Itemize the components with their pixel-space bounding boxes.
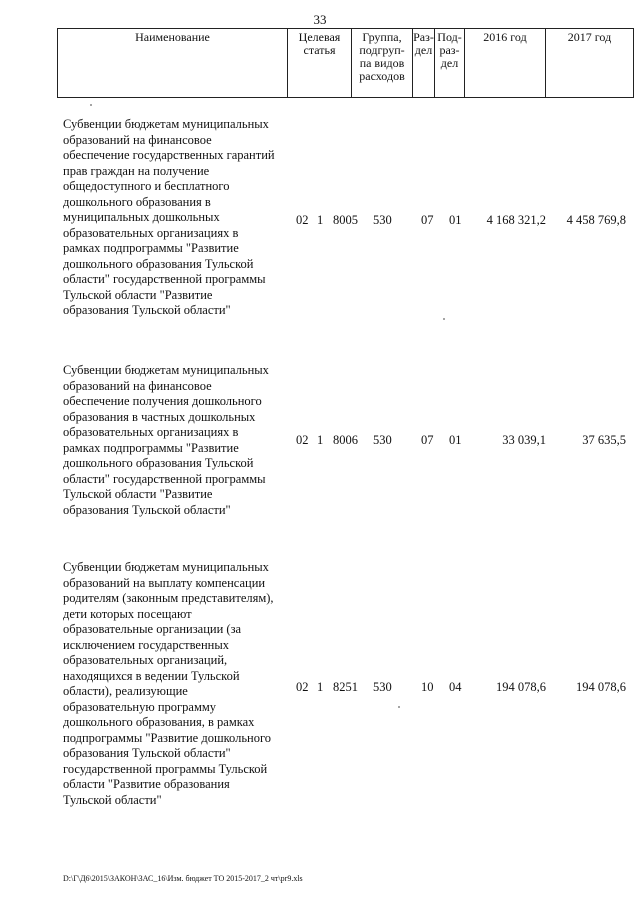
row-1-group: 530 — [373, 213, 392, 227]
row-1-direction: 8005 — [333, 213, 358, 227]
row-2-razdel: 07 — [421, 433, 434, 447]
row-2-group: 530 — [373, 433, 392, 447]
row-1-subprogram: 1 — [317, 213, 324, 227]
row-3-2017-value: 194 078,6 — [576, 680, 626, 694]
row-3-program: 02 — [296, 680, 309, 694]
row-3-group: 530 — [373, 680, 392, 694]
header-name: Наименование — [58, 29, 288, 98]
row-1-podrazdel: 01 — [449, 213, 462, 227]
scan-speck — [398, 706, 400, 708]
row-3-razdel: 10 — [421, 680, 434, 694]
header-2016: 2016 год — [465, 29, 546, 98]
row-2-direction: 8006 — [333, 433, 358, 447]
row-2-2016-value: 33 039,1 — [502, 433, 546, 447]
header-razdel: Раз- дел — [413, 29, 435, 98]
page-number: 33 — [313, 12, 327, 27]
row-2-name: Субвенции бюджетам муниципальных образований на финансовое обеспечение получения дошкольного образования в частных дошкольных образовательных организациях в рамках подпрограммы "Развитие дошкольного образования Тульской области" государственной программы Тульской области "Развитие образования Тульской области" — [63, 363, 269, 517]
row-2-podrazdel: 01 — [449, 433, 462, 447]
header-2017: 2017 год — [546, 29, 634, 98]
row-1-razdel: 07 — [421, 213, 434, 227]
row-3-podrazdel: 04 — [449, 680, 462, 694]
row-3-name: Субвенции бюджетам муниципальных образований на выплату компенсации родителям (законным представителям), дети которых посещают образовательные организации (за исключением государственных образовательных организаций, находящихся в ведении Тульской области), реализующие образовательную программу дошкольного образования, в рамках подпрограммы "Развитие дошкольного образования Тульской области" государственной программы Тульской области "Развитие образования Тульской области" — [63, 560, 274, 807]
row-1-name: Субвенции бюджетам муниципальных образований на финансовое обеспечение государственных гарантий прав граждан на получение общедоступного и бесплатного дошкольного образования в муниципальных дошкольных образовательных организациях в рамках подпрограммы "Развитие дошкольного образования Тульской области" государственной программы Тульской области "Развитие образования Тульской области" — [63, 117, 275, 317]
row-3-direction: 8251 — [333, 680, 358, 694]
row-2-2017-value: 37 635,5 — [582, 433, 626, 447]
row-2-program: 02 — [296, 433, 309, 447]
scan-speck — [90, 104, 92, 106]
row-1-2016-value: 4 168 321,2 — [486, 213, 546, 227]
column-header-table — [57, 28, 634, 98]
header-group: Группа, подгруп- па видов расходов — [352, 29, 413, 98]
row-3-2016-value: 194 078,6 — [496, 680, 546, 694]
footer-file-path: D:\Г\Д6\2015\ЗАКОН\ЗАС_16\Изм. бюджет ТО 2015-2017_2 чт\pr9.xls — [63, 874, 303, 883]
row-3-subprogram: 1 — [317, 680, 324, 694]
row-1-program: 02 — [296, 213, 309, 227]
header-article: Целевая статья — [288, 29, 352, 98]
scan-speck — [443, 318, 445, 320]
header-podrazdel: Под- раз- дел — [435, 29, 465, 98]
row-2-subprogram: 1 — [317, 433, 324, 447]
row-1-2017-value: 4 458 769,8 — [566, 213, 626, 227]
